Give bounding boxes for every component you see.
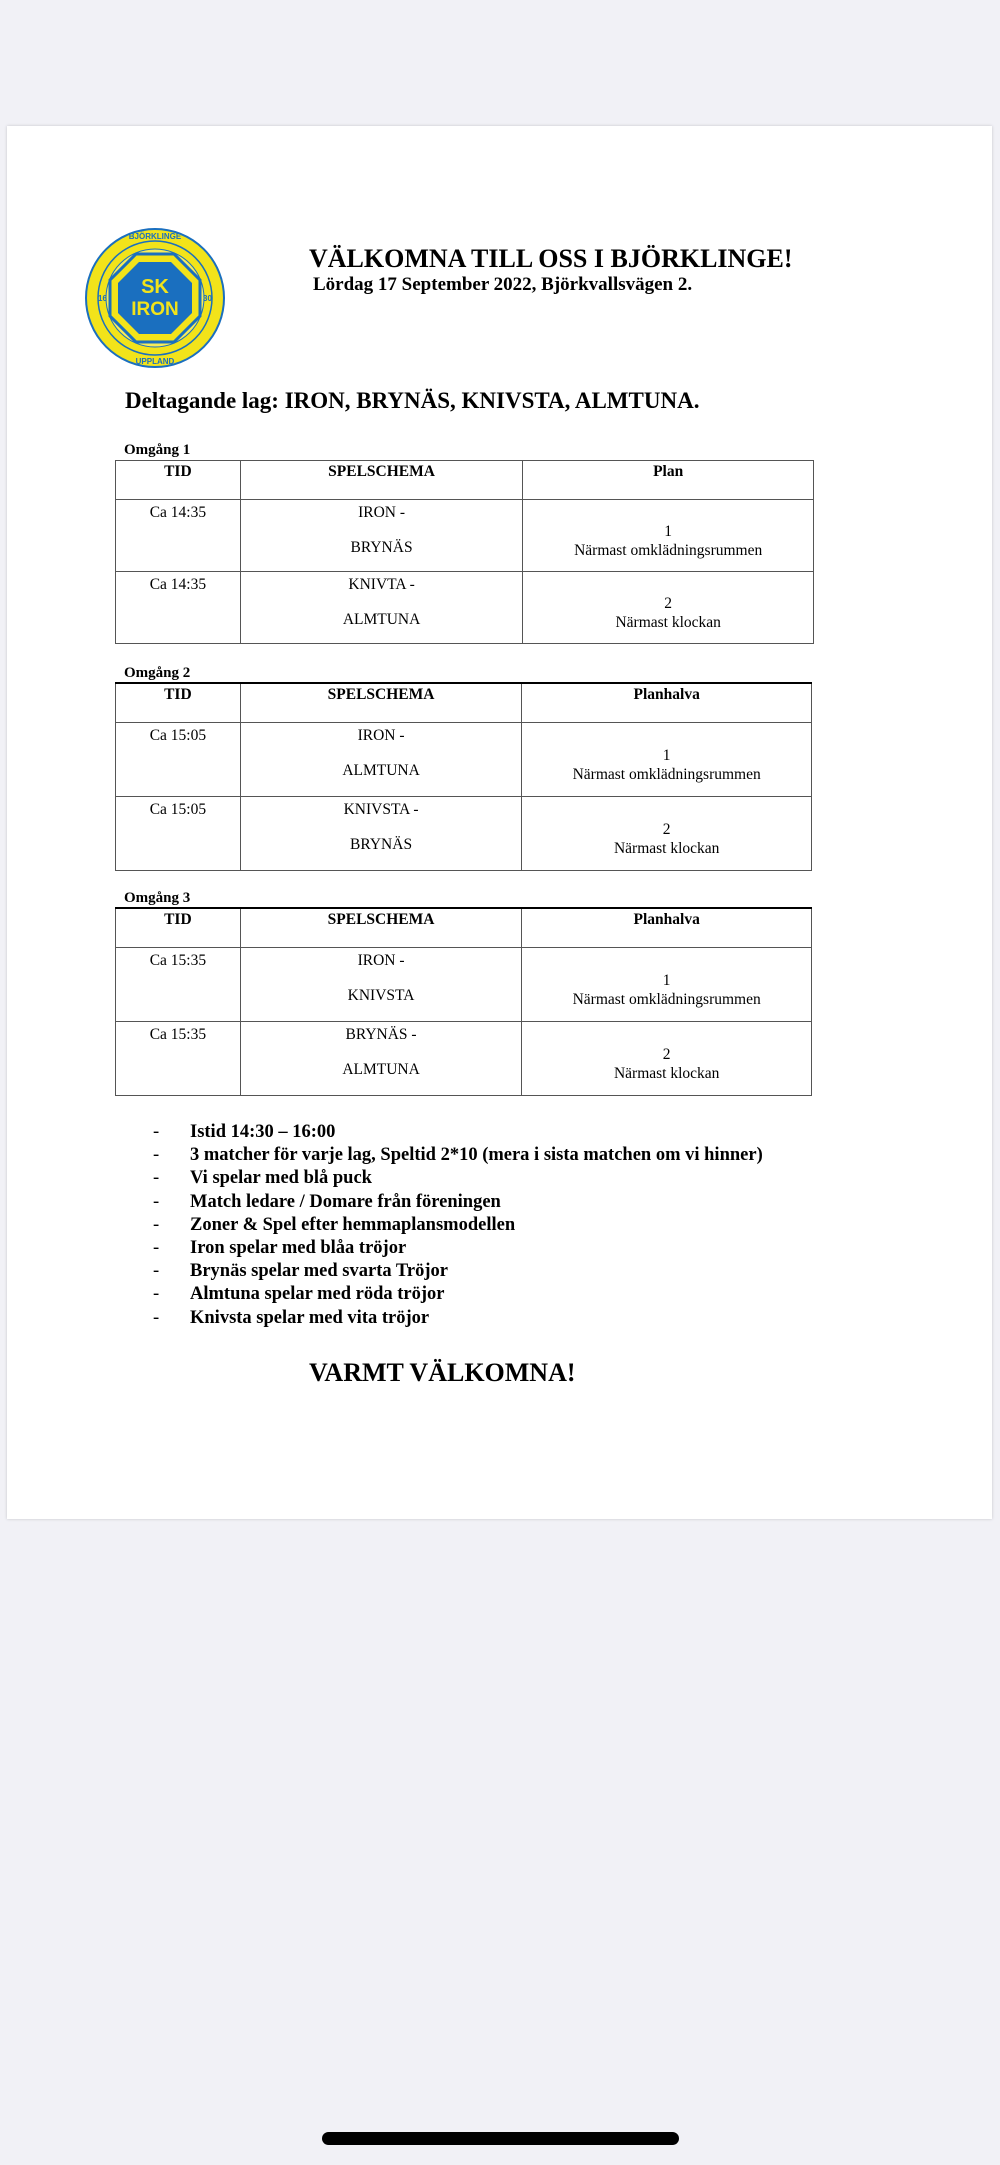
plan-number: 2 — [662, 820, 671, 838]
list-item — [153, 1284, 763, 1307]
bullet-dash: - — [153, 1261, 160, 1282]
table-header-planhalva: Planhalva — [522, 683, 812, 723]
table-header-schedule: SPELSCHEMA — [240, 683, 522, 723]
table-header-schedule: SPELSCHEMA — [240, 461, 523, 500]
list-item-text: Almtuna spelar med röda tröjor — [190, 1284, 445, 1305]
schedule-table-3 — [115, 907, 812, 1096]
table-cell-match — [240, 723, 522, 797]
round-label-1: Omgång 1 — [124, 442, 191, 458]
table-cell-tid: Ca 14:35 — [116, 500, 241, 572]
list-item-text: Vi spelar med blå puck — [190, 1168, 372, 1189]
table-cell-match — [240, 500, 523, 572]
match-team-2: BRYNÄS — [350, 539, 413, 556]
plan-number: 1 — [664, 522, 673, 540]
table-header-plan: Plan — [523, 461, 814, 500]
logo-left-num: 16 — [98, 294, 107, 303]
match-team-2: KNIVSTA — [347, 987, 415, 1004]
table-cell-plan — [522, 723, 812, 797]
schedule-table-1 — [115, 460, 814, 644]
list-item — [153, 1261, 763, 1284]
plan-number: 1 — [662, 746, 671, 764]
bullet-dash: - — [153, 1191, 160, 1212]
bullet-dash: - — [153, 1145, 160, 1166]
match-team-1: BRYNÄS - — [345, 1026, 417, 1043]
list-item — [153, 1145, 763, 1168]
match-team-2: ALMTUNA — [342, 611, 421, 628]
closing-greeting: VARMT VÄLKOMNA! — [309, 1358, 576, 1387]
page-title: VÄLKOMNA TILL OSS I BJÖRKLINGE! — [309, 244, 793, 273]
table-cell-tid: Ca 15:35 — [116, 1022, 241, 1096]
table-cell-match — [240, 948, 522, 1022]
list-item — [153, 1122, 763, 1145]
match-team-2: ALMTUNA — [342, 1061, 420, 1078]
round-label-2: Omgång 2 — [124, 665, 191, 681]
list-item — [153, 1238, 763, 1261]
table-header-tid: TID — [116, 683, 241, 723]
bullet-dash: - — [153, 1168, 160, 1189]
table-header-planhalva: Planhalva — [522, 908, 812, 948]
list-item-text: Iron spelar med blåa tröjor — [190, 1237, 407, 1258]
logo-line2: IRON — [131, 299, 179, 320]
list-item-text: Zoner & Spel efter hemmaplansmodellen — [190, 1214, 516, 1235]
plan-number: 2 — [662, 1045, 671, 1063]
list-item-text: Brynäs spelar med svarta Tröjor — [190, 1261, 448, 1282]
plan-description: Närmast klockan — [615, 613, 721, 631]
table-cell-match — [240, 797, 522, 871]
list-item-text: Istid 14:30 – 16:00 — [190, 1122, 336, 1142]
table-cell-plan — [523, 500, 814, 572]
plan-description: Närmast omklädningsrummen — [572, 990, 761, 1008]
bullet-dash: - — [153, 1237, 160, 1258]
table-header-tid: TID — [116, 461, 241, 500]
info-list — [153, 1122, 763, 1331]
logo-right-num: 30 — [203, 294, 212, 303]
plan-number: 1 — [662, 971, 671, 989]
match-team-1: IRON - — [358, 504, 406, 521]
list-item — [153, 1215, 763, 1238]
round-label-3: Omgång 3 — [124, 890, 191, 906]
page-subtitle: Lördag 17 September 2022, Björkvallsvägen 2. — [313, 274, 693, 295]
table-header-tid: TID — [116, 908, 241, 948]
table-cell-plan — [522, 948, 812, 1022]
bullet-dash: - — [153, 1284, 160, 1305]
plan-description: Närmast klockan — [613, 839, 720, 857]
match-team-1: IRON - — [357, 727, 405, 744]
table-cell-tid: Ca 15:05 — [116, 723, 241, 797]
bullet-dash: - — [153, 1214, 160, 1235]
logo-line1: SK — [141, 276, 169, 298]
plan-description: Närmast omklädningsrummen — [574, 541, 763, 559]
plan-description: Närmast omklädningsrummen — [572, 765, 761, 783]
table-cell-plan — [522, 1022, 812, 1096]
match-team-2: BRYNÄS — [350, 836, 413, 853]
logo-top-text: BJÖRKLINGE — [128, 232, 182, 241]
table-cell-tid: Ca 14:35 — [116, 572, 241, 644]
bullet-dash: - — [153, 1122, 160, 1142]
list-item-text: Match ledare / Domare från föreningen — [190, 1191, 501, 1212]
list-item-text: 3 matcher för varje lag, Speltid 2*10 (mera i sista matchen om vi hinner) — [190, 1145, 763, 1166]
logo-bottom-text: UPPLAND — [135, 357, 175, 366]
list-item — [153, 1308, 763, 1331]
match-team-1: KNIVTA - — [348, 576, 415, 593]
document-page — [7, 126, 992, 1519]
table-cell-plan — [523, 572, 814, 644]
plan-number: 2 — [664, 594, 673, 612]
schedule-table-2 — [115, 682, 812, 871]
match-team-1: IRON - — [357, 952, 405, 969]
table-cell-tid: Ca 15:05 — [116, 797, 241, 871]
list-item — [153, 1192, 763, 1215]
list-item-text: Knivsta spelar med vita tröjor — [190, 1307, 430, 1328]
participating-teams: Deltagande lag: IRON, BRYNÄS, KNIVSTA, ALMTUNA. — [125, 388, 700, 413]
table-cell-tid: Ca 15:35 — [116, 948, 241, 1022]
table-cell-plan — [522, 797, 812, 871]
bullet-dash: - — [153, 1307, 160, 1328]
list-item — [153, 1168, 763, 1191]
table-cell-match — [240, 1022, 522, 1096]
match-team-2: ALMTUNA — [342, 762, 420, 779]
table-cell-match — [240, 572, 523, 644]
sk-iron-logo — [84, 227, 226, 369]
plan-description: Närmast klockan — [613, 1064, 720, 1082]
match-team-1: KNIVSTA - — [343, 801, 419, 818]
table-header-schedule: SPELSCHEMA — [240, 908, 522, 948]
home-indicator[interactable] — [322, 2132, 679, 2145]
